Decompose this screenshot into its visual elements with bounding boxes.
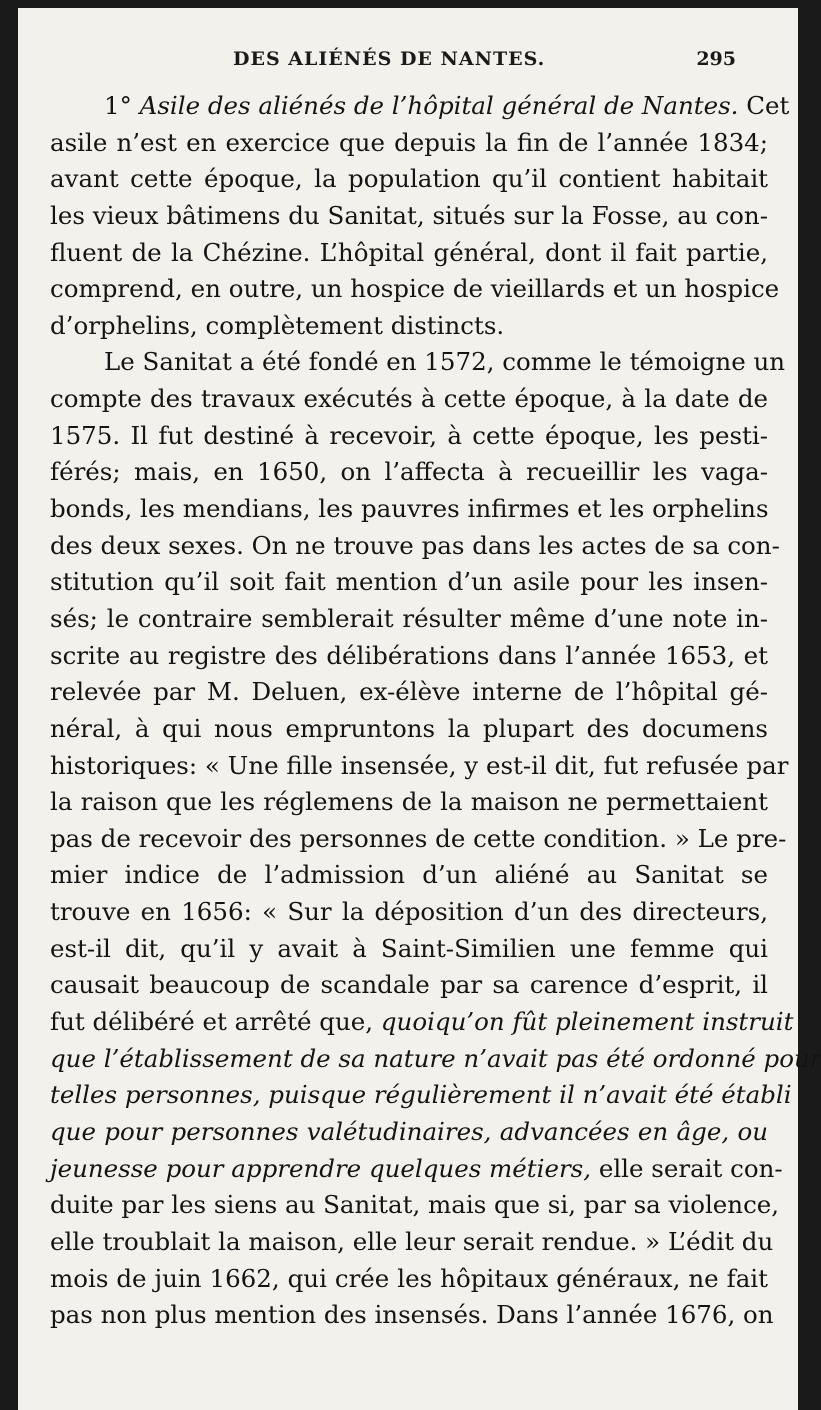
text-run: d’orphelins, complètement distincts. <box>50 310 505 340</box>
text-line <box>50 528 780 565</box>
text-run: compte des travaux exécutés à cette époque, à la date de <box>50 384 768 414</box>
text-run: mier indice de l’admission d’un aliéné au Sanitat se <box>50 860 768 890</box>
book-page <box>18 8 821 1410</box>
text-run: comprend, en outre, un hospice de vieillards et un hospice <box>50 274 780 304</box>
text-line <box>50 564 768 601</box>
text-line <box>50 1077 792 1114</box>
italic-text: que pour personnes valétudinaires, advancées en âge, ou <box>50 1116 768 1146</box>
text-line <box>50 308 768 345</box>
text-line <box>50 784 768 821</box>
italic-text: quoiqu’on fût pleinement instruit <box>380 1007 794 1037</box>
text-line <box>50 931 768 968</box>
text-run: relevée par M. Deluen, ex-élève interne de l’hôpital gé- <box>50 677 768 707</box>
text-line <box>50 894 768 931</box>
text-line <box>50 1224 774 1261</box>
text-run: elle serait con- <box>591 1153 783 1183</box>
text-run: sés; le contraire semblerait résulter même d’une note in- <box>50 603 768 633</box>
text-run: historiques: « Une fille insensée, y est-il dit, fut refusée par <box>50 750 789 780</box>
text-line <box>50 748 789 785</box>
italic-text: jeunesse pour apprendre quelques métiers, <box>50 1153 592 1183</box>
text-line <box>50 381 768 418</box>
text-line <box>50 1151 783 1188</box>
text-line <box>50 491 768 528</box>
text-run: 1° <box>104 91 140 120</box>
text-line <box>50 418 768 455</box>
text-line <box>50 125 768 162</box>
text-run: avant cette époque, la population qu’il contient habitait <box>50 164 768 194</box>
text-line <box>50 711 768 748</box>
text-run: stitution qu’il soit fait mention d’un asile pour les insen- <box>50 567 768 597</box>
text-line <box>50 1041 821 1078</box>
text-line <box>50 161 768 198</box>
text-run: causait beaucoup de scandale par sa carence d’esprit, il <box>50 970 768 1000</box>
text-line <box>50 454 768 491</box>
text-line <box>50 198 768 235</box>
text-run: bonds, les mendians, les pauvres infirmes et les orphelins <box>50 494 769 524</box>
text-run: elle troublait la maison, elle leur serait rendue. » L’édit du <box>50 1226 774 1256</box>
text-run: scrite au registre des délibérations dans l’année 1653, et <box>50 640 768 670</box>
text-line <box>50 344 786 381</box>
text-run: Le Sanitat a été fondé en 1572, comme le témoigne un <box>104 347 786 377</box>
running-title: DES ALIÉNÉS DE NANTES. <box>233 48 546 70</box>
text-run: pas de recevoir des personnes de cette condition. » Le pre- <box>50 823 787 853</box>
text-run: néral, à qui nous empruntons la plupart des documens <box>50 713 768 743</box>
text-run: trouve en 1656: « Sur la déposition d’un des directeurs, <box>50 897 768 927</box>
text-line <box>50 821 787 858</box>
text-run: est-il dit, qu’il y avait à Saint-Similien une femme qui <box>50 933 768 963</box>
text-run: pas non plus mention des insensés. Dans l’année 1676, on <box>50 1300 774 1330</box>
text-line <box>50 88 790 125</box>
text-line <box>50 271 780 308</box>
text-line <box>50 674 768 711</box>
running-head <box>18 48 798 80</box>
text-line <box>50 857 768 894</box>
text-run: la raison que les réglemens de la maison ne permettaient <box>50 787 768 817</box>
text-run: les vieux bâtimens du Sanitat, situés sur la Fosse, au con- <box>50 200 768 230</box>
italic-text: Asile des aliénés de l’hôpital général de Nantes. <box>139 91 739 120</box>
italic-text: telles personnes, puisque régulièrement il n’avait été établi <box>50 1080 792 1110</box>
text-line <box>50 1187 780 1224</box>
text-line <box>50 967 768 1004</box>
text-run: fluent de la Chézine. L’hôpital général, dont il fait partie, <box>50 237 768 267</box>
page-number: 295 <box>696 48 736 70</box>
text-line <box>50 1114 768 1151</box>
text-line <box>50 638 768 675</box>
text-line <box>50 1004 794 1041</box>
text-line <box>50 235 768 272</box>
italic-text: que l’établissement de sa nature n’avait pas été ordonné pour <box>50 1043 821 1073</box>
text-run: Cet <box>738 91 790 120</box>
text-line <box>50 601 768 638</box>
text-run: fut délibéré et arrêté que, <box>50 1007 381 1037</box>
text-run: férés; mais, en 1650, on l’affecta à recueillir les vaga- <box>50 457 768 487</box>
text-line <box>50 1261 768 1298</box>
text-run: asile n’est en exercice que depuis la fin de l’année 1834; <box>50 127 768 157</box>
text-run: duite par les siens au Sanitat, mais que si, par sa violence, <box>50 1190 780 1220</box>
text-run: mois de juin 1662, qui crée les hôpitaux généraux, ne fait <box>50 1263 768 1293</box>
text-line <box>50 1297 774 1334</box>
text-run: 1575. Il fut destiné à recevoir, à cette époque, les pesti- <box>50 420 768 450</box>
body-text <box>50 88 821 1334</box>
text-run: des deux sexes. On ne trouve pas dans les actes de sa con- <box>50 530 780 560</box>
